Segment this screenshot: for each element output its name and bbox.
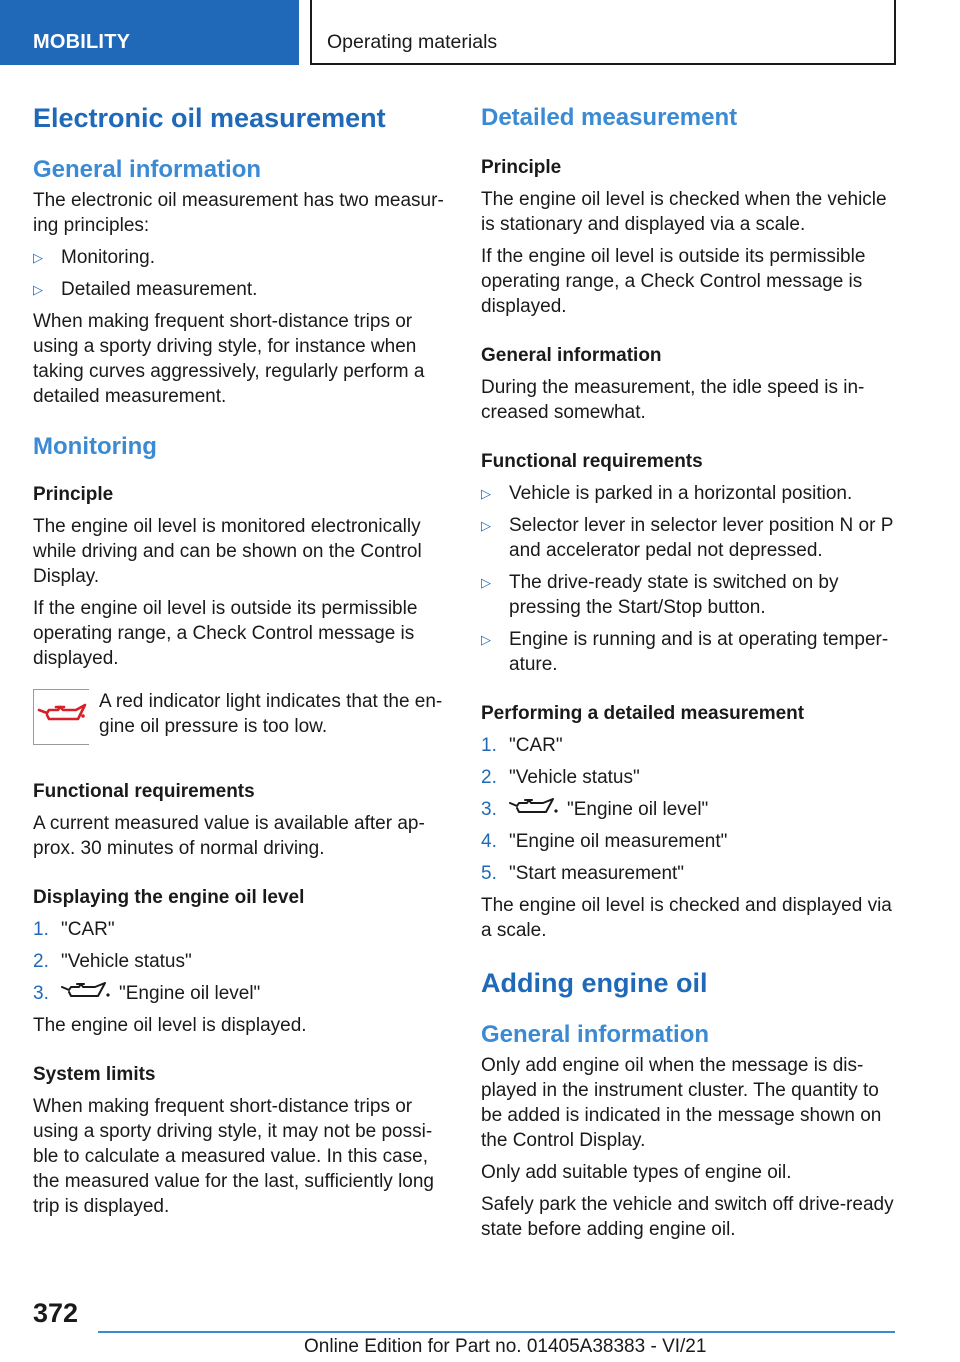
general-info-heading: General information [33,156,262,183]
list-item: ▷ Vehicle is parked in a horizontal position. [481,483,853,504]
display-result: The engine oil level is displayed. [33,1015,307,1036]
triangle-right-icon: ▷ [33,282,43,297]
list-item: 3. "Engine oil level" [33,983,261,1004]
monitoring-func-heading: Functional requirements [33,781,255,802]
detailed-principle-p1: The engine oil level is checked when the vehicle is stationary and displayed via a scale. [481,189,887,235]
adding-general-heading: General information [481,1021,710,1048]
list-item: ▷ Selector lever in selector lever position N or P and accelerator pedal not depressed. [481,515,894,561]
oil-can-icon [34,690,90,746]
list-item: 1. "CAR" [481,735,563,756]
indicator-icon-frame [33,689,89,745]
principles-list [33,245,448,302]
list-item: 4. "Engine oil measurement" [481,831,728,852]
triangle-right-icon: ▷ [481,575,491,590]
footer-divider [98,1331,895,1333]
display-steps [33,917,448,1006]
triangle-right-icon: ▷ [481,486,491,501]
adding-p1: Only add engine oil when the message is dis-played in the instrument cluster. The quantity to be added is indicated in the message shown on the Control Display. [481,1055,882,1151]
detailed-general-text: During the measurement, the idle speed is in-creased somewhat. [481,377,865,423]
edition-text: Online Edition for Part no. 01405A38383 - VI/21 [304,1336,707,1357]
list-item: 5. "Start measurement" [481,863,685,884]
list-item: ▷ The drive-ready state is switched on by pressing the Start/Stop button. [481,572,839,618]
list-item: 1. "CAR" [33,919,115,940]
adding-oil-title: Adding engine oil [481,968,708,998]
detailed-principle-p2: If the engine oil level is outside its permissible operating range, a Check Control message is displayed. [481,246,866,317]
list-item: ▷ Engine is running and is at operating temper-ature. [481,629,889,675]
chapter-label: Operating materials [327,31,498,53]
system-limits-heading: System limits [33,1064,156,1085]
list-item: 3. "Engine oil level" [481,799,709,820]
page-number: 372 [33,1298,79,1328]
monitoring-principle-heading: Principle [33,484,114,505]
adding-p2: Only add suitable types of engine oil. [481,1162,792,1183]
indicator-note [33,689,448,745]
perform-steps [481,733,899,886]
system-limits-text: When making frequent short-distance trips or using a sporty driving style, it may not be possi-ble to calculate a measured value. In this case, the measured value for the last, sufficiently long trip is displayed. [33,1096,434,1217]
list-item: ▷ Monitoring. [33,247,155,268]
indicator-text: A red indicator light indicates that the en-gine oil pressure is too low. [99,691,443,737]
monitoring-principle-p1: The engine oil level is monitored electronically while driving and can be shown on the Control Display. [33,516,422,587]
chapter-header [310,0,896,65]
triangle-right-icon: ▷ [33,250,43,265]
right-column [481,100,899,1242]
perform-heading: Performing a detailed measurement [481,703,805,724]
general-intro: The electronic oil measurement has two measur-ing principles: [33,190,444,236]
detailed-general-heading: General information [481,345,662,366]
page-title: Electronic oil measurement [33,103,386,133]
triangle-right-icon: ▷ [481,518,491,533]
list-item: ▷ Detailed measurement. [33,279,258,300]
detailed-result: The engine oil level is checked and displayed via a scale. [481,895,892,941]
triangle-right-icon: ▷ [481,632,491,647]
left-column [33,100,448,1219]
section-label: MOBILITY [33,31,131,53]
detailed-heading: Detailed measurement [481,104,738,131]
detailed-func-heading: Functional requirements [481,451,703,472]
oil-can-icon [61,982,111,1002]
display-oil-heading: Displaying the engine oil level [33,887,305,908]
detailed-principle-heading: Principle [481,157,562,178]
section-tab [0,0,299,65]
monitoring-principle-p2: If the engine oil level is outside its permissible operating range, a Check Control message is displayed. [33,598,418,669]
adding-p3: Safely park the vehicle and switch off drive-ready state before adding engine oil. [481,1194,894,1240]
list-item: 2. "Vehicle status" [33,951,192,972]
general-note: When making frequent short-distance trips or using a sporty driving style, for instance when taking curves aggressively, regularly perform a detailed measurement. [33,311,425,407]
list-item: 2. "Vehicle status" [481,767,640,788]
monitoring-func-text: A current measured value is available after ap-prox. 30 minutes of normal driving. [33,813,425,859]
oil-can-icon [509,798,559,818]
monitoring-heading: Monitoring [33,433,157,460]
func-requirements-list [481,481,899,677]
